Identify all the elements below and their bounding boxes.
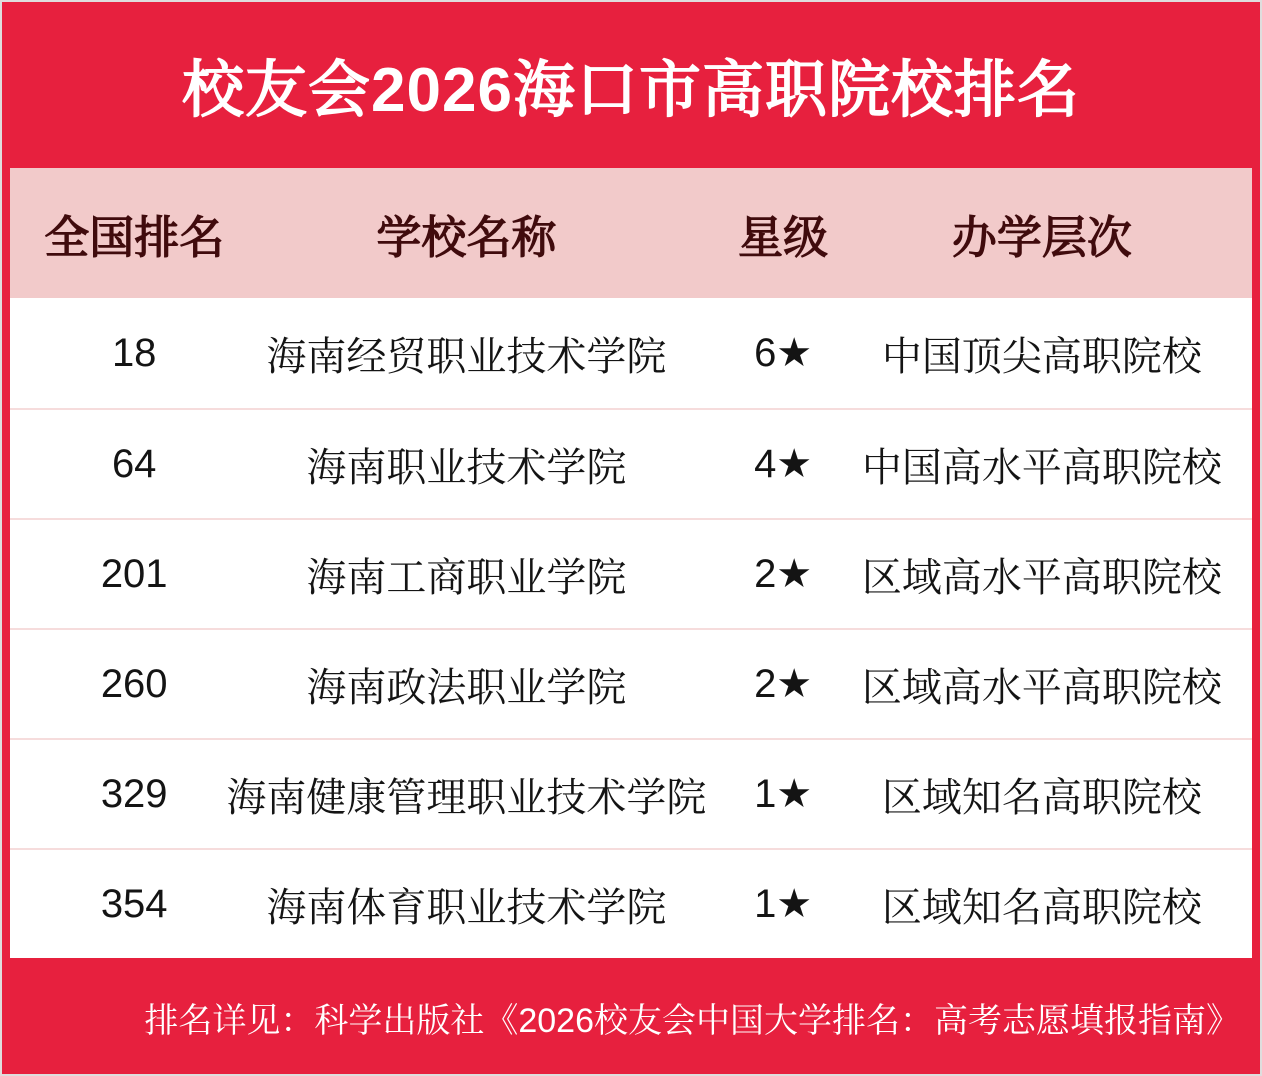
rank-cell: 354 (100, 881, 168, 926)
footer-note: 排名详见：科学出版社《2026校友会中国大学排名：高考志愿填报指南》 (144, 1001, 1240, 1040)
table-header-row (10, 168, 1252, 298)
level-cell: 区域知名高职院校 (881, 775, 1202, 820)
footer-bar (0, 958, 1262, 1076)
rank-cell: 329 (100, 771, 168, 816)
level-cell: 区域知名高职院校 (881, 885, 1202, 930)
column-header-star-level: 星级 (738, 211, 829, 263)
column-header-national-rank: 全国排名 (44, 211, 225, 263)
table-row (10, 408, 1252, 518)
level-cell: 中国高水平高职院校 (861, 445, 1222, 490)
level-cell: 区域高水平高职院校 (861, 555, 1222, 600)
stars-cell: 6★ (754, 331, 813, 375)
page-title: 校友会2026海口市高职院校排名 (182, 55, 1080, 125)
table-row (10, 738, 1252, 848)
stars-cell: 1★ (754, 882, 813, 926)
level-cell: 区域高水平高职院校 (861, 665, 1222, 710)
stars-cell: 2★ (754, 552, 813, 596)
stars-cell: 4★ (754, 442, 813, 486)
rank-cell: 201 (100, 551, 168, 596)
school-cell: 海南工商职业学院 (306, 555, 627, 600)
ranking-table (10, 168, 1252, 958)
school-cell: 海南政法职业学院 (306, 665, 627, 710)
rank-cell: 64 (111, 441, 157, 486)
column-header-school-name: 学校名称 (376, 211, 557, 263)
school-cell: 海南职业技术学院 (306, 445, 627, 490)
title-bar (0, 0, 1262, 168)
rank-cell: 18 (111, 330, 157, 375)
table-row (10, 628, 1252, 738)
rank-cell: 260 (100, 661, 168, 706)
table-row (10, 848, 1252, 958)
stars-cell: 2★ (754, 662, 813, 706)
column-header-edu-level: 办学层次 (951, 211, 1132, 263)
level-cell: 中国顶尖高职院校 (881, 334, 1202, 379)
school-cell: 海南经贸职业技术学院 (266, 334, 667, 379)
school-cell: 海南健康管理职业技术学院 (226, 775, 707, 820)
stars-cell: 1★ (754, 772, 813, 816)
table-row (10, 518, 1252, 628)
table-row (10, 298, 1252, 408)
school-cell: 海南体育职业技术学院 (266, 885, 667, 930)
